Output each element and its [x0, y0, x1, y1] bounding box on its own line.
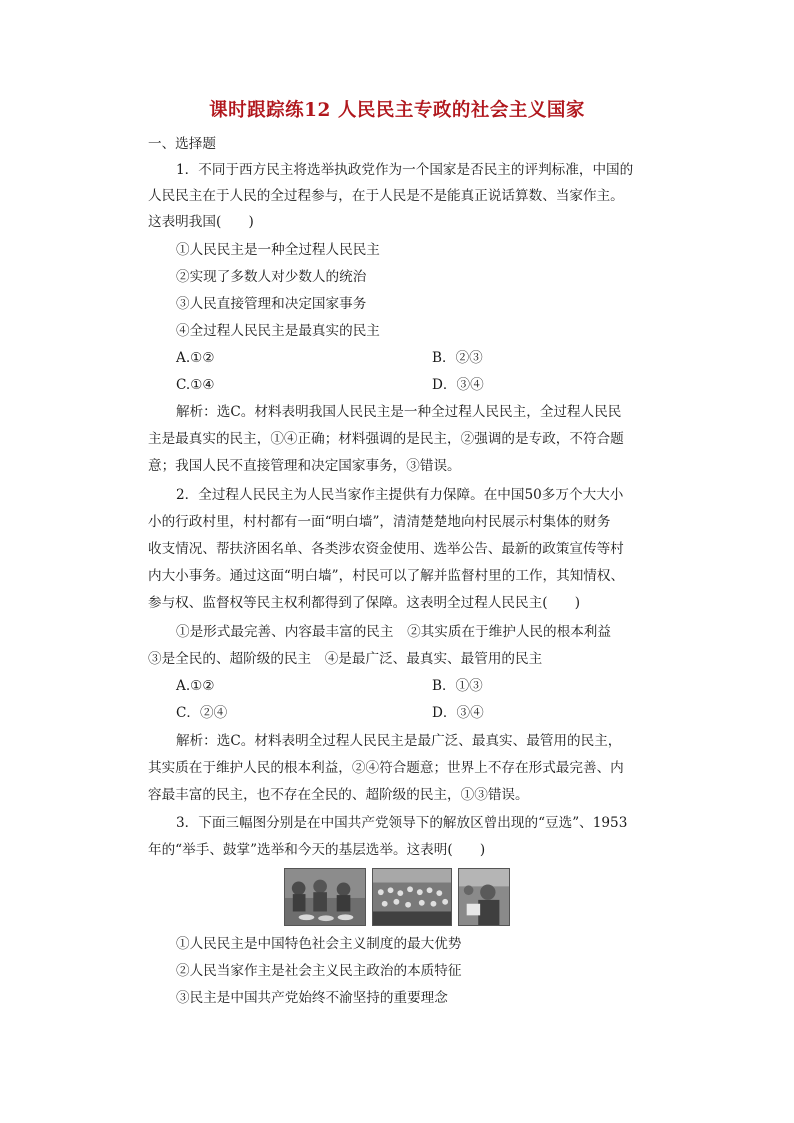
- q2-stem-line: 内大小事务。通过这面“明白墙”，村民可以了解并监督村里的工作，其知情权、: [148, 568, 625, 584]
- q2-stem-line: 小的行政村里，村村都有一面“明白墙”，清清楚楚地向村民展示村集体的财务: [148, 514, 611, 530]
- q2-analysis-line: 解析：选C。材料表明全过程人民民主是最广泛、最真实、最管用的民主，: [176, 733, 622, 749]
- q1-analysis-line: 解析：选C。材料表明我国人民民主是一种全过程人民民主，全过程人民民: [176, 404, 622, 420]
- bean-vote-photo: [284, 868, 366, 926]
- q1-option-a: A.①②: [176, 350, 215, 366]
- q2-stem-line: 收支情况、帮扶济困名单、各类涉农资金使用、选举公告、最新的政策宣传等村: [148, 541, 624, 557]
- q1-analysis-line: 主是最真实的民主，①④正确；材料强调的是民主，②强调的是专政，不符合题: [148, 431, 624, 447]
- q2-item: ①是形式最完善、内容最丰富的民主 ②其实质在于维护人民的根本利益: [176, 624, 611, 640]
- grassroots-election-photo: [458, 868, 510, 926]
- hand-raising-vote-photo: [372, 868, 452, 926]
- q1-option-c: C.①④: [176, 377, 215, 393]
- q2-option-c: C．②④: [176, 705, 228, 721]
- q3-item: ①人民民主是中国特色社会主义制度的最大优势: [176, 936, 462, 952]
- q1-stem-line: 这表明我国( ): [148, 214, 254, 230]
- page-title: 课时跟踪练12 人民民主专政的社会主义国家: [209, 100, 585, 121]
- q2-item: ③是全民的、超阶级的民主 ④是最广泛、最真实、最管用的民主: [148, 651, 543, 667]
- q2-option-d: D．③④: [432, 705, 484, 721]
- q2-option-b: B．①③: [432, 678, 483, 694]
- q1-item: ②实现了多数人对少数人的统治: [176, 269, 367, 285]
- q1-option-d: D．③④: [432, 377, 484, 393]
- q2-analysis-line: 其实质在于维护人民的根本利益，②④符合题意；世界上不存在形式最完善、内: [148, 760, 624, 776]
- q3-stem-line: 3．下面三幅图分别是在中国共产党领导下的解放区曾出现的“豆选”、1953: [176, 815, 628, 831]
- q1-item: ③人民直接管理和决定国家事务: [176, 296, 367, 312]
- q2-analysis-line: 容最丰富的民主，也不存在全民的、超阶级的民主，①③错误。: [148, 787, 529, 803]
- q3-stem-line: 年的“举手、鼓掌”选举和今天的基层选举。这表明( ): [148, 842, 486, 858]
- section-heading: 一、选择题: [148, 136, 216, 152]
- election-photos: [284, 868, 510, 928]
- q1-stem-line: 1．不同于西方民主将选举执政党作为一个国家是否民主的评判标准，中国的: [176, 162, 634, 178]
- q2-option-a: A.①②: [176, 678, 215, 694]
- q1-item: ④全过程人民民主是最真实的民主: [176, 323, 380, 339]
- q3-item: ③民主是中国共产党始终不渝坚持的重要理念: [176, 990, 448, 1006]
- q3-item: ②人民当家作主是社会主义民主政治的本质特征: [176, 963, 462, 979]
- q2-stem-line: 参与权、监督权等民主权利都得到了保障。这表明全过程人民民主( ): [148, 595, 581, 611]
- q2-stem-line: 2．全过程人民民主为人民当家作主提供有力保障。在中国50多万个大大小: [176, 487, 624, 503]
- q1-option-b: B．②③: [432, 350, 483, 366]
- q1-stem-line: 人民民主在于人民的全过程参与，在于人民是不是能真正说话算数、当家作主。: [148, 188, 624, 204]
- q1-analysis-line: 意；我国人民不直接管理和决定国家事务，③错误。: [148, 458, 461, 474]
- q1-item: ①人民民主是一种全过程人民民主: [176, 242, 380, 258]
